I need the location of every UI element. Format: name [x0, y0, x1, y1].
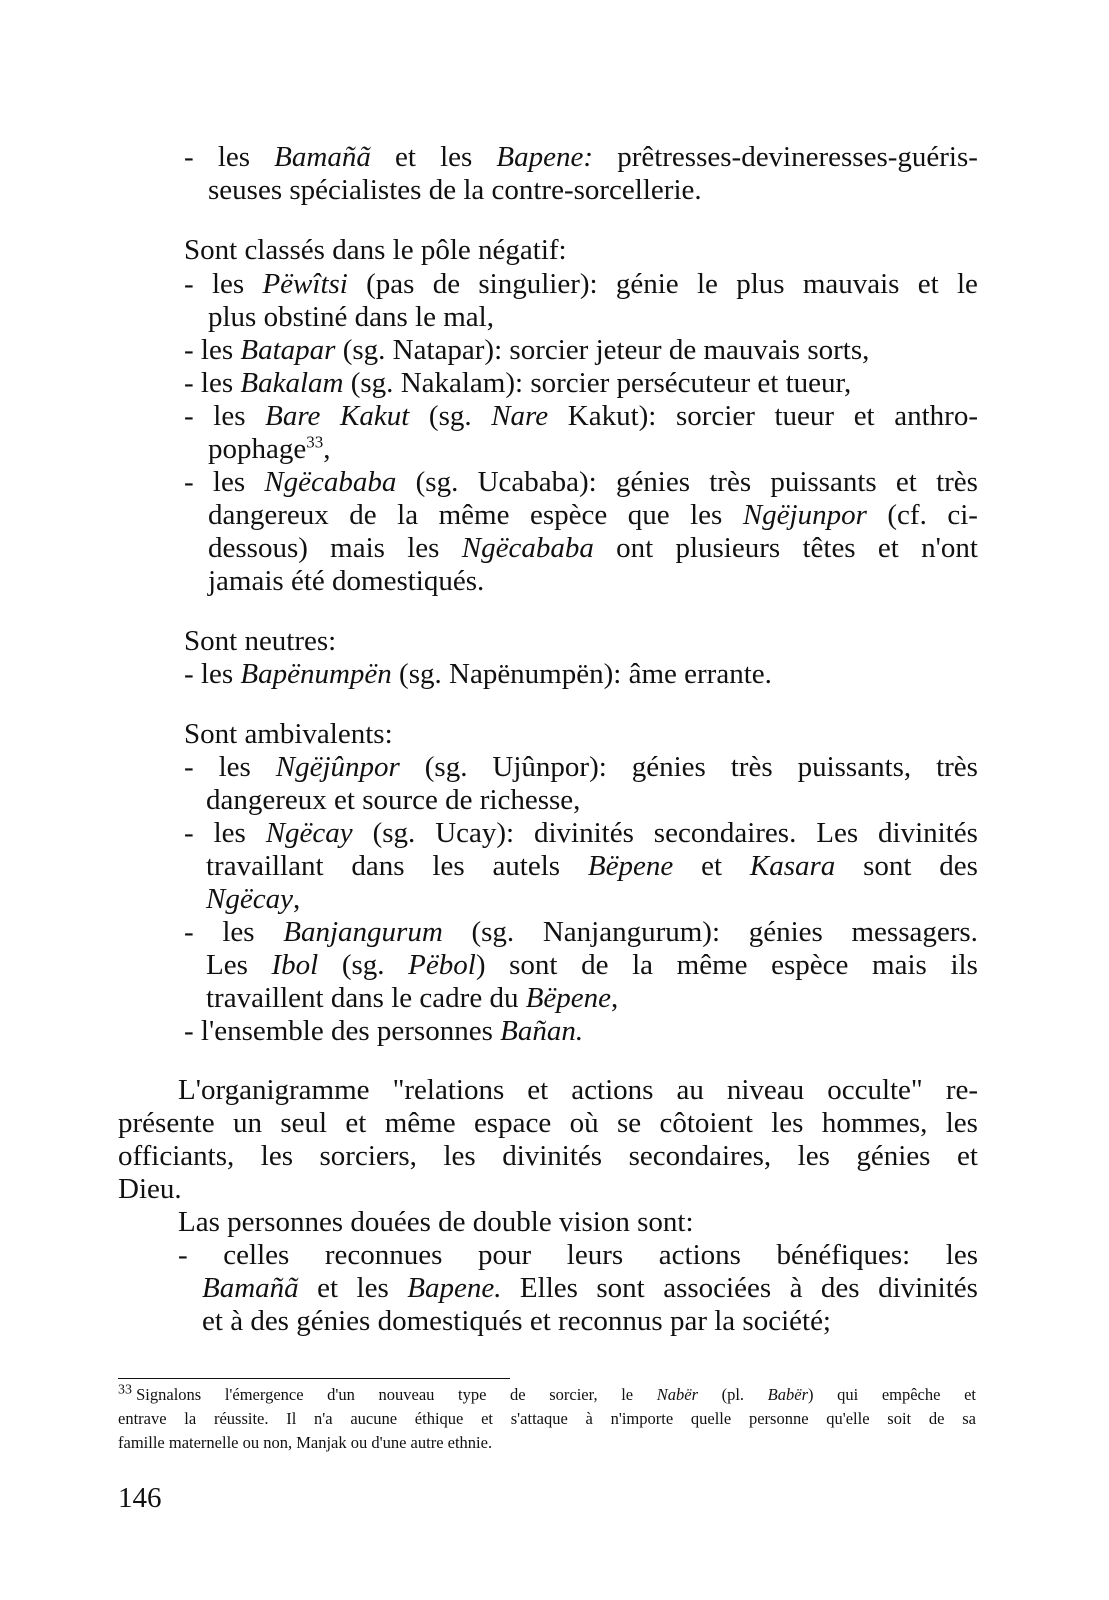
footnote-number: 33 [118, 1382, 132, 1398]
text-line: - les Bapënumpën (sg. Napënumpën): âme errante. [184, 658, 772, 690]
text-line-bamana: - les Bamañã et les Bapene: prêtresses-devineresses-guéris- [184, 141, 978, 173]
text-line: présente un seul et même espace où se côtoient les hommes, les [118, 1107, 978, 1139]
text-line: - celles reconnues pour leurs actions bénéfiques: les [178, 1239, 978, 1271]
text-line: - les Ngëcababa (sg. Ucababa): génies très puissants et très [184, 466, 978, 498]
text-line: - les Bakalam (sg. Nakalam): sorcier persécuteur et tueur, [184, 367, 852, 399]
text-line: - les Pëwîtsi (pas de singulier): génie le plus mauvais et le [184, 268, 978, 300]
text-line: dessous) mais les Ngëcababa ont plusieurs têtes et n'ont [208, 532, 978, 564]
text-line: seuses spécialistes de la contre-sorcellerie. [208, 174, 702, 206]
text-line: Dieu. [118, 1173, 182, 1205]
text-line: dangereux de la même espèce que les Ngëjunpor (cf. ci- [208, 499, 978, 531]
text-line: travaillant dans les autels Bëpene et Kasara sont des [206, 850, 978, 882]
footnote-divider [118, 1378, 510, 1379]
text-line: - les Ngëjûnpor (sg. Ujûnpor): génies très puissants, très [184, 751, 978, 783]
text-line: Bamañã et les Bapene. Elles sont associées à des divinités [202, 1272, 978, 1304]
text-line: - les Ngëcay (sg. Ucay): divinités secondaires. Les divinités [184, 817, 978, 849]
page-number: 146 [118, 1482, 162, 1514]
text-line: plus obstiné dans le mal, [208, 301, 494, 333]
paragraph-organigramme: L'organigramme "relations et actions au niveau occulte" re- [178, 1074, 978, 1106]
text-line: officiants, les sorciers, les divinités secondaires, les génies et [118, 1140, 978, 1172]
text-line: jamais été domestiqués. [208, 565, 485, 597]
text-line: - l'ensemble des personnes Bañan. [184, 1015, 584, 1047]
text-line: dangereux et source de richesse, [206, 784, 581, 816]
text-line: pophage$^{33}$, [208, 432, 331, 465]
text-line: Les Ibol (sg. Pëbol) sont de la même espèce mais ils [206, 949, 978, 981]
footnote-line-2: entrave la réussite. Il n'a aucune éthique et s'attaque à n'importe quelle personne qu'elle soit de sa [118, 1409, 976, 1428]
section-heading-negatif: Sont classés dans le pôle négatif: [184, 234, 567, 266]
text-line: Ngëcay, [206, 883, 301, 915]
paragraph-double-vision: Las personnes douées de double vision sont: [178, 1206, 694, 1238]
text-line: travaillent dans le cadre du Bëpene, [206, 982, 619, 1014]
footnote-line-3: famille maternelle ou non, Manjak ou d'une autre ethnie. [118, 1433, 493, 1452]
section-heading-neutres: Sont neutres: [184, 625, 337, 657]
footnote-line-1: $^{33}$ Signalons l'émergence d'un nouveau type de sorcier, le Nabër (pl. Babër) qui empêche et [118, 1382, 976, 1404]
section-heading-ambivalents: Sont ambivalents: [184, 718, 393, 750]
text-line: et à des génies domestiqués et reconnus par la société; [202, 1305, 831, 1337]
text-line: - les Batapar (sg. Natapar): sorcier jeteur de mauvais sorts, [184, 334, 870, 366]
text-line: - les Bare Kakut (sg. Nare Kakut): sorcier tueur et anthro- [184, 400, 978, 432]
text-line: - les Banjangurum (sg. Nanjangurum): génies messagers. [184, 916, 978, 948]
